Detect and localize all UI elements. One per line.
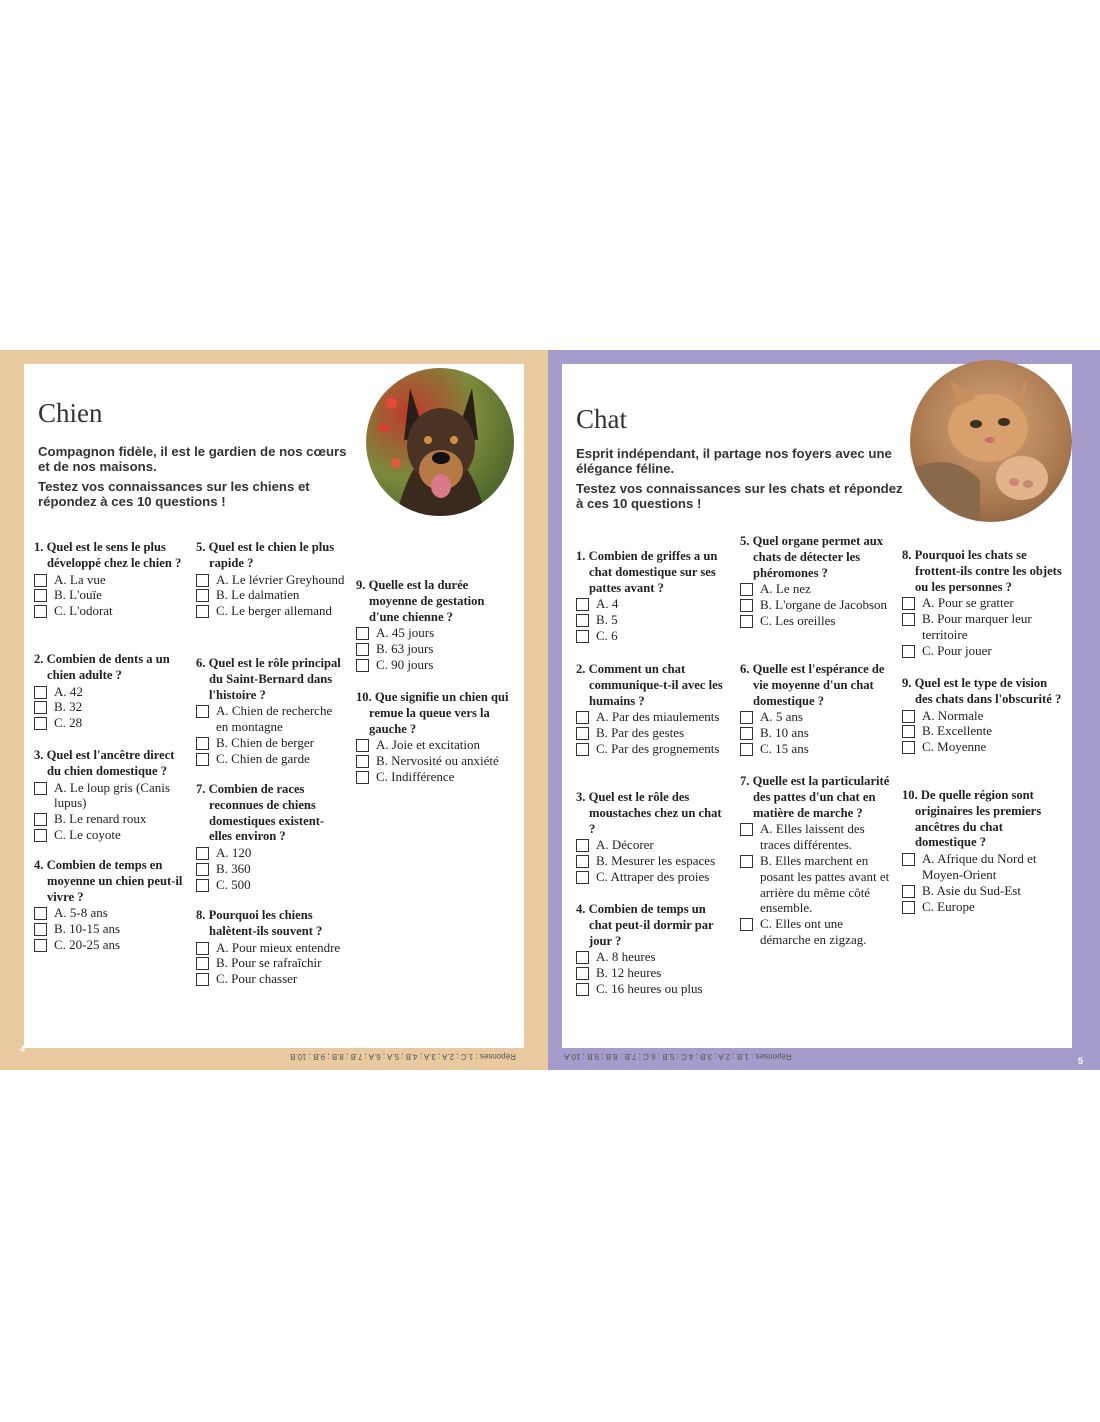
chien-intro [38, 444, 358, 514]
chien-title: Chien [38, 398, 103, 428]
chat-q9-option-a[interactable] [902, 708, 1062, 724]
chien-question-1 [34, 540, 184, 619]
chat-intro-line: Testez vos connaissances sur les chats et répondez à ces 10 questions ! [576, 481, 903, 511]
option-label: C. 15 ans [760, 740, 809, 756]
chien-q10-option-a[interactable] [356, 737, 514, 753]
option-label: A. Le loup gris (Canis lupus) [54, 779, 170, 811]
checkbox[interactable] [902, 710, 915, 723]
question-text: 8. Pourquoi les chiens halètent-ils souvent ? [196, 908, 323, 938]
option-label: C. Moyenne [922, 739, 987, 755]
chat-question-10 [902, 788, 1062, 914]
checkbox[interactable] [196, 705, 209, 718]
checkbox[interactable] [576, 630, 589, 643]
option-label: A. Le nez [760, 581, 811, 597]
chat-q8-option-b[interactable] [902, 611, 1062, 643]
page-number: 5 [1078, 1056, 1084, 1066]
chat-q6-option-b[interactable] [740, 725, 894, 741]
question-text: 10. Que signifie un chien qui remue la queue vers la gauche ? [356, 690, 509, 736]
option-label: A. 42 [54, 683, 83, 699]
checkbox[interactable] [576, 711, 589, 724]
checkbox[interactable] [196, 973, 209, 986]
option-label: A. Afrique du Nord et Moyen-Orient [922, 851, 1037, 882]
question-text: 3. Quel est le rôle des moustaches chez un chat ? [576, 790, 722, 836]
cat-photo [910, 360, 1072, 522]
chat-q10-option-c[interactable] [902, 899, 1062, 915]
checkbox[interactable] [196, 957, 209, 970]
chat-q4-option-b[interactable] [576, 965, 728, 981]
checkbox[interactable] [576, 855, 589, 868]
option-label: B. 10 ans [760, 725, 809, 741]
checkbox[interactable] [902, 885, 915, 898]
checkbox[interactable] [576, 839, 589, 852]
chien-q6-option-a[interactable] [196, 703, 346, 735]
cat-photo-icon [910, 360, 1072, 522]
chat-intro-line: Esprit indépendant, il partage nos foyers avec une élégance féline. [576, 446, 892, 476]
checkbox[interactable] [902, 741, 915, 754]
question-text: 5. Quel est le chien le plus rapide ? [196, 540, 335, 570]
checkbox[interactable] [196, 737, 209, 750]
option-label: B. Par des gestes [596, 725, 685, 741]
checkbox[interactable] [576, 967, 589, 980]
checkbox[interactable] [740, 599, 753, 612]
option-label: C. 16 heures ou plus [596, 980, 703, 996]
checkbox[interactable] [34, 813, 47, 826]
chat-question-4 [576, 902, 728, 997]
option-label: B. Excellente [922, 723, 993, 739]
option-label: B. 32 [54, 699, 83, 715]
question-text: 6. Quelle est l'espérance de vie moyenne d'un chat domestique ? [740, 662, 885, 708]
chien-question-4 [34, 858, 184, 953]
checkbox[interactable] [902, 613, 915, 626]
option-label: B. Mesurer les espaces [596, 853, 716, 869]
chien-intro-line: Testez vos connaissances sur les chiens et répondez à ces 10 questions ! [38, 479, 310, 509]
question-text: 1. Combien de griffes a un chat domestique sur ses pattes avant ? [576, 549, 718, 595]
chat-q6-option-a[interactable] [740, 709, 894, 725]
dog-photo-icon [366, 368, 514, 516]
chien-q7-option-a[interactable] [196, 845, 346, 861]
option-label: C. 90 jours [376, 656, 434, 672]
option-label: C. Le berger allemand [216, 603, 332, 619]
question-text: 4. Combien de temps en moyenne un chien peut-il vivre ? [34, 858, 183, 904]
checkbox[interactable] [34, 686, 47, 699]
question-text: 9. Quel est le type de vision des chats dans l'obscurité ? [902, 676, 1062, 706]
chat-q8-option-c[interactable] [902, 643, 1062, 659]
option-label: A. Chien de recherche en montagne [216, 703, 333, 735]
checkbox[interactable] [356, 771, 369, 784]
option-label: A. Pour mieux entendre [216, 939, 341, 955]
checkbox[interactable] [34, 907, 47, 920]
option-label: C. Le coyote [54, 826, 121, 842]
option-label: A. Par des miaulements [596, 709, 720, 725]
chat-q7-option-b[interactable] [740, 853, 894, 916]
chien-q8-option-a[interactable] [196, 940, 350, 956]
question-text: 1. Quel est le sens le plus développé chez le chien ? [34, 540, 182, 570]
chat-question-8 [902, 548, 1062, 659]
chien-q9-option-b[interactable] [356, 641, 514, 657]
chat-q5-option-b[interactable] [740, 597, 894, 613]
checkbox[interactable] [902, 901, 915, 914]
option-label: A. La vue [54, 571, 106, 587]
checkbox[interactable] [576, 727, 589, 740]
chat-q3-option-b[interactable] [576, 853, 728, 869]
checkbox[interactable] [34, 589, 47, 602]
chat-q2-option-a[interactable] [576, 709, 728, 725]
checkbox[interactable] [902, 725, 915, 738]
option-label: A. Pour se gratter [922, 595, 1014, 611]
checkbox[interactable] [356, 755, 369, 768]
option-label: C. 6 [596, 627, 618, 643]
chien-q3-option-b[interactable] [34, 811, 184, 827]
chat-q10-option-b[interactable] [902, 883, 1062, 899]
option-label: A. 120 [216, 845, 252, 861]
option-label: C. Les oreilles [760, 612, 836, 628]
option-label: C. Europe [922, 898, 975, 914]
chien-q3-option-a[interactable] [34, 780, 184, 812]
option-label: A. 4 [596, 596, 619, 612]
checkbox[interactable] [740, 855, 753, 868]
chat-q4-option-a[interactable] [576, 949, 728, 965]
checkbox[interactable] [34, 717, 47, 730]
option-label: B. Elles marchent en posant les pattes avant et arrière du même côté ensemble. [760, 852, 890, 916]
chat-q7-option-a[interactable] [740, 821, 894, 853]
question-text: 7. Quelle est la particularité des pattes d'un chat en matière de marche ? [740, 774, 890, 820]
option-label: C. Indifférence [376, 768, 455, 784]
checkbox[interactable] [902, 853, 915, 866]
checkbox[interactable] [576, 598, 589, 611]
option-label: A. Normale [922, 707, 984, 723]
chien-question-9 [356, 578, 514, 673]
option-label: A. Joie et excitation [376, 737, 480, 753]
option-label: A. 5-8 ans [54, 905, 108, 921]
checkbox[interactable] [196, 574, 209, 587]
checkbox[interactable] [740, 711, 753, 724]
checkbox[interactable] [740, 823, 753, 836]
chien-q2-option-b[interactable] [34, 699, 184, 715]
option-label: C. Attraper des proies [596, 868, 710, 884]
option-label: C. Chien de garde [216, 750, 310, 766]
option-label: C. Par des grognements [596, 740, 720, 756]
checkbox[interactable] [740, 583, 753, 596]
option-label: C. 20-25 ans [54, 936, 121, 952]
option-label: B. Chien de berger [216, 734, 314, 750]
checkbox[interactable] [576, 743, 589, 756]
chat-intro [576, 446, 906, 516]
option-label: C. Elles ont une démarche en zigzag. [760, 916, 867, 947]
chien-q6-option-b[interactable] [196, 735, 346, 751]
page-chat [548, 350, 1100, 1070]
chat-q7-option-c[interactable] [740, 916, 894, 948]
checkbox[interactable] [34, 701, 47, 714]
chien-q4-option-b[interactable] [34, 921, 184, 937]
question-text: 9. Quelle est la durée moyenne de gestation d'une chienne ? [356, 578, 485, 624]
chien-question-10 [356, 690, 514, 785]
option-label: B. Nervosité ou anxiété [376, 753, 499, 769]
checkbox[interactable] [356, 659, 369, 672]
checkbox[interactable] [740, 727, 753, 740]
checkbox[interactable] [902, 645, 915, 658]
checkbox[interactable] [196, 879, 209, 892]
chien-answers: Réponses : 1.C ; 2.A ; 3.A ; 4.B ; 5.A ; 6.A ; 7.B ; 8.B ; 9.B ; 10.B [290, 1052, 516, 1061]
chien-q8-option-c[interactable] [196, 971, 350, 987]
chien-q2-option-c[interactable] [34, 715, 184, 731]
option-label: B. 10-15 ans [54, 921, 121, 937]
chat-q9-option-b[interactable] [902, 723, 1062, 739]
checkbox[interactable] [576, 983, 589, 996]
chat-q5-option-a[interactable] [740, 581, 894, 597]
chien-q10-option-b[interactable] [356, 753, 514, 769]
option-label: B. L'organe de Jacobson [760, 597, 888, 613]
chien-q3-option-c[interactable] [34, 827, 184, 843]
chien-q1-option-c[interactable] [34, 603, 184, 619]
chien-q9-option-c[interactable] [356, 657, 514, 673]
chat-q5-option-c[interactable] [740, 613, 894, 629]
question-text: 2. Combien de dents a un chien adulte ? [34, 652, 170, 682]
question-text: 5. Quel organe permet aux chats de détecter les phéromones ? [740, 534, 884, 580]
option-label: A. Décorer [596, 837, 654, 853]
chat-q1-option-a[interactable] [576, 596, 728, 612]
chat-q3-option-a[interactable] [576, 837, 728, 853]
question-text: 10. De quelle région sont originaires les premiers ancêtres du chat domestique ? [902, 788, 1042, 850]
chat-question-9 [902, 676, 1062, 755]
chien-q5-option-b[interactable] [196, 587, 346, 603]
chat-q2-option-b[interactable] [576, 725, 728, 741]
chat-question-2 [576, 662, 728, 757]
chien-q4-option-a[interactable] [34, 905, 184, 921]
chien-q4-option-c[interactable] [34, 937, 184, 953]
chat-question-3 [576, 790, 728, 885]
chien-question-3 [34, 748, 184, 843]
question-text: 7. Combien de races reconnues de chiens domestiques existent-elles environ ? [196, 782, 325, 844]
checkbox[interactable] [196, 942, 209, 955]
option-label: B. L'ouïe [54, 587, 102, 603]
question-text: 4. Combien de temps un chat peut-il dormir par jour ? [576, 902, 714, 948]
chat-question-7 [740, 774, 894, 948]
chat-q8-option-a[interactable] [902, 595, 1062, 611]
chien-q8-option-b[interactable] [196, 955, 350, 971]
checkbox[interactable] [576, 871, 589, 884]
checkbox[interactable] [196, 863, 209, 876]
option-label: B. 5 [596, 612, 618, 628]
chien-panel [24, 364, 524, 1048]
checkbox[interactable] [356, 643, 369, 656]
chien-q2-option-a[interactable] [34, 684, 184, 700]
question-text: 2. Comment un chat communique-t-il avec les humains ? [576, 662, 723, 708]
chien-question-2 [34, 652, 184, 731]
option-label: C. L'odorat [54, 603, 113, 619]
chien-question-5 [196, 540, 346, 619]
chien-q7-option-b[interactable] [196, 861, 346, 877]
checkbox[interactable] [356, 627, 369, 640]
chat-question-5 [740, 534, 894, 629]
checkbox[interactable] [576, 614, 589, 627]
option-label: C. Pour chasser [216, 971, 298, 987]
checkbox[interactable] [196, 589, 209, 602]
question-text: 6. Quel est le rôle principal du Saint-Bernard dans l'histoire ? [196, 656, 341, 702]
chien-q10-option-c[interactable] [356, 769, 514, 785]
page-number: 4 [20, 1044, 26, 1054]
option-label: B. 12 heures [596, 965, 662, 981]
chat-q2-option-c[interactable] [576, 741, 728, 757]
option-label: B. Pour marquer leur territoire [922, 611, 1032, 642]
option-label: A. 45 jours [376, 625, 435, 641]
chien-q7-option-c[interactable] [196, 877, 346, 893]
checkbox[interactable] [196, 847, 209, 860]
chat-question-1 [576, 549, 728, 644]
chat-q4-option-c[interactable] [576, 981, 728, 997]
option-label: A. 5 ans [760, 709, 803, 725]
checkbox[interactable] [902, 597, 915, 610]
option-label: B. Le renard roux [54, 811, 147, 827]
dog-photo [366, 368, 514, 516]
checkbox[interactable] [34, 574, 47, 587]
option-label: A. Le lévrier Greyhound [216, 571, 345, 587]
chien-question-7 [196, 782, 346, 893]
option-label: B. Le dalmatien [216, 587, 300, 603]
chat-q1-option-b[interactable] [576, 612, 728, 628]
option-label: B. 63 jours [376, 641, 434, 657]
option-label: B. Pour se rafraîchir [216, 955, 322, 971]
chien-q6-option-c[interactable] [196, 751, 346, 767]
page-chien [0, 350, 548, 1070]
chien-q9-option-a[interactable] [356, 625, 514, 641]
checkbox[interactable] [356, 739, 369, 752]
checkbox[interactable] [196, 605, 209, 618]
chien-q5-option-a[interactable] [196, 572, 346, 588]
option-label: C. 500 [216, 876, 251, 892]
checkbox[interactable] [34, 829, 47, 842]
checkbox[interactable] [34, 782, 47, 795]
chien-q1-option-b[interactable] [34, 587, 184, 603]
chat-q6-option-c[interactable] [740, 741, 894, 757]
checkbox[interactable] [34, 939, 47, 952]
option-label: B. Asie du Sud-Est [922, 882, 1021, 898]
chien-q1-option-a[interactable] [34, 572, 184, 588]
chien-q5-option-c[interactable] [196, 603, 346, 619]
option-label: B. 360 [216, 860, 251, 876]
checkbox[interactable] [34, 605, 47, 618]
option-label: C. 28 [54, 715, 83, 731]
chat-title: Chat [576, 404, 627, 434]
chat-q1-option-c[interactable] [576, 628, 728, 644]
chat-q10-option-a[interactable] [902, 851, 1062, 883]
chat-q3-option-c[interactable] [576, 869, 728, 885]
chien-intro-line: Compagnon fidèle, il est le gardien de nos cœurs et de nos maisons. [38, 444, 347, 474]
chat-question-6 [740, 662, 894, 757]
option-label: A. 8 heures [596, 949, 656, 965]
chat-q9-option-c[interactable] [902, 739, 1062, 755]
question-text: 8. Pourquoi les chats se frottent-ils contre les objets ou les personnes ? [902, 548, 1062, 594]
checkbox[interactable] [740, 918, 753, 931]
chien-question-6 [196, 656, 346, 767]
question-text: 3. Quel est l'ancêtre direct du chien domestique ? [34, 748, 175, 778]
chat-answers: Réponses : 1.B ; 2.A ; 3.B ; 4.C ; 5.B ; 6.C ; 7.B ; 8.B ; 9.B ; 10.A [564, 1052, 792, 1061]
checkbox[interactable] [576, 951, 589, 964]
chien-question-8 [196, 908, 350, 987]
checkbox[interactable] [196, 753, 209, 766]
checkbox[interactable] [34, 923, 47, 936]
checkbox[interactable] [740, 743, 753, 756]
option-label: A. Elles laissent des traces différentes. [760, 821, 865, 853]
checkbox[interactable] [740, 615, 753, 628]
option-label: C. Pour jouer [922, 642, 992, 658]
